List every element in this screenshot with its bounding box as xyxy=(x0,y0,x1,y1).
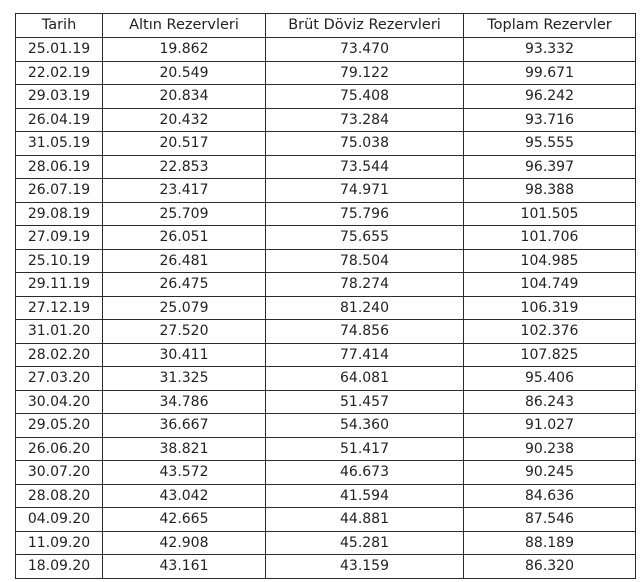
cell-gross-fx-reserves: 79.122 xyxy=(266,61,464,85)
cell-gross-fx-reserves: 73.284 xyxy=(266,108,464,132)
table-body xyxy=(16,38,636,579)
cell-gold-reserves: 26.481 xyxy=(103,249,266,273)
cell-gold-reserves: 36.667 xyxy=(103,414,266,438)
cell-total-reserves: 86.320 xyxy=(464,555,636,579)
cell-total-reserves: 96.397 xyxy=(464,155,636,179)
cell-date: 18.09.20 xyxy=(16,555,103,579)
cell-gold-reserves: 42.908 xyxy=(103,531,266,555)
table-row xyxy=(16,484,636,508)
cell-total-reserves: 107.825 xyxy=(464,343,636,367)
table-row xyxy=(16,390,636,414)
cell-gross-fx-reserves: 78.504 xyxy=(266,249,464,273)
table-row xyxy=(16,531,636,555)
table-row xyxy=(16,179,636,203)
cell-gross-fx-reserves: 74.971 xyxy=(266,179,464,203)
cell-gold-reserves: 27.520 xyxy=(103,320,266,344)
cell-date: 26.04.19 xyxy=(16,108,103,132)
cell-gold-reserves: 20.517 xyxy=(103,132,266,156)
header-total-reserves: Toplam Rezervler xyxy=(464,14,636,38)
cell-gross-fx-reserves: 51.417 xyxy=(266,437,464,461)
table-row xyxy=(16,508,636,532)
cell-total-reserves: 104.985 xyxy=(464,249,636,273)
cell-date: 04.09.20 xyxy=(16,508,103,532)
reserves-table-container xyxy=(15,13,636,579)
cell-gross-fx-reserves: 41.594 xyxy=(266,484,464,508)
cell-date: 30.04.20 xyxy=(16,390,103,414)
table-row xyxy=(16,226,636,250)
cell-gold-reserves: 22.853 xyxy=(103,155,266,179)
table-row xyxy=(16,343,636,367)
cell-gold-reserves: 38.821 xyxy=(103,437,266,461)
cell-total-reserves: 88.189 xyxy=(464,531,636,555)
cell-date: 22.02.19 xyxy=(16,61,103,85)
cell-total-reserves: 101.706 xyxy=(464,226,636,250)
table-row xyxy=(16,132,636,156)
cell-total-reserves: 93.716 xyxy=(464,108,636,132)
cell-gross-fx-reserves: 75.796 xyxy=(266,202,464,226)
cell-date: 30.07.20 xyxy=(16,461,103,485)
cell-total-reserves: 104.749 xyxy=(464,273,636,297)
table-header-row xyxy=(16,14,636,38)
cell-total-reserves: 93.332 xyxy=(464,38,636,62)
reserves-table xyxy=(15,13,636,579)
cell-date: 28.08.20 xyxy=(16,484,103,508)
cell-date: 28.02.20 xyxy=(16,343,103,367)
cell-gross-fx-reserves: 73.470 xyxy=(266,38,464,62)
cell-total-reserves: 91.027 xyxy=(464,414,636,438)
cell-date: 25.10.19 xyxy=(16,249,103,273)
cell-total-reserves: 96.242 xyxy=(464,85,636,109)
header-date: Tarih xyxy=(16,14,103,38)
cell-gross-fx-reserves: 73.544 xyxy=(266,155,464,179)
cell-gross-fx-reserves: 81.240 xyxy=(266,296,464,320)
table-row xyxy=(16,296,636,320)
cell-date: 26.07.19 xyxy=(16,179,103,203)
cell-date: 29.11.19 xyxy=(16,273,103,297)
cell-gold-reserves: 25.709 xyxy=(103,202,266,226)
cell-gross-fx-reserves: 75.655 xyxy=(266,226,464,250)
cell-gold-reserves: 43.572 xyxy=(103,461,266,485)
cell-total-reserves: 90.245 xyxy=(464,461,636,485)
cell-total-reserves: 99.671 xyxy=(464,61,636,85)
cell-total-reserves: 98.388 xyxy=(464,179,636,203)
cell-gross-fx-reserves: 45.281 xyxy=(266,531,464,555)
cell-gross-fx-reserves: 54.360 xyxy=(266,414,464,438)
cell-gross-fx-reserves: 75.408 xyxy=(266,85,464,109)
cell-gold-reserves: 19.862 xyxy=(103,38,266,62)
table-row xyxy=(16,38,636,62)
cell-date: 31.05.19 xyxy=(16,132,103,156)
cell-total-reserves: 87.546 xyxy=(464,508,636,532)
header-gold-reserves: Altın Rezervleri xyxy=(103,14,266,38)
cell-gold-reserves: 30.411 xyxy=(103,343,266,367)
cell-date: 27.03.20 xyxy=(16,367,103,391)
cell-date: 27.09.19 xyxy=(16,226,103,250)
cell-gold-reserves: 25.079 xyxy=(103,296,266,320)
cell-gold-reserves: 26.475 xyxy=(103,273,266,297)
cell-total-reserves: 106.319 xyxy=(464,296,636,320)
cell-total-reserves: 101.505 xyxy=(464,202,636,226)
cell-total-reserves: 86.243 xyxy=(464,390,636,414)
cell-gross-fx-reserves: 44.881 xyxy=(266,508,464,532)
table-row xyxy=(16,155,636,179)
cell-gross-fx-reserves: 64.081 xyxy=(266,367,464,391)
cell-date: 29.05.20 xyxy=(16,414,103,438)
cell-total-reserves: 102.376 xyxy=(464,320,636,344)
cell-gold-reserves: 20.549 xyxy=(103,61,266,85)
table-row xyxy=(16,414,636,438)
cell-date: 26.06.20 xyxy=(16,437,103,461)
cell-date: 27.12.19 xyxy=(16,296,103,320)
cell-total-reserves: 90.238 xyxy=(464,437,636,461)
header-gross-fx-reserves: Brüt Döviz Rezervleri xyxy=(266,14,464,38)
cell-gold-reserves: 34.786 xyxy=(103,390,266,414)
cell-total-reserves: 95.406 xyxy=(464,367,636,391)
cell-gross-fx-reserves: 74.856 xyxy=(266,320,464,344)
cell-gold-reserves: 26.051 xyxy=(103,226,266,250)
cell-date: 29.08.19 xyxy=(16,202,103,226)
cell-gross-fx-reserves: 77.414 xyxy=(266,343,464,367)
table-row xyxy=(16,85,636,109)
table-row xyxy=(16,273,636,297)
cell-gold-reserves: 20.432 xyxy=(103,108,266,132)
table-row xyxy=(16,555,636,579)
cell-gold-reserves: 43.042 xyxy=(103,484,266,508)
table-row xyxy=(16,320,636,344)
cell-gold-reserves: 23.417 xyxy=(103,179,266,203)
cell-date: 31.01.20 xyxy=(16,320,103,344)
table-row xyxy=(16,202,636,226)
cell-date: 29.03.19 xyxy=(16,85,103,109)
table-row xyxy=(16,367,636,391)
table-row xyxy=(16,61,636,85)
table-row xyxy=(16,108,636,132)
cell-date: 11.09.20 xyxy=(16,531,103,555)
table-row xyxy=(16,437,636,461)
cell-gross-fx-reserves: 75.038 xyxy=(266,132,464,156)
cell-date: 25.01.19 xyxy=(16,38,103,62)
cell-gold-reserves: 42.665 xyxy=(103,508,266,532)
table-row xyxy=(16,461,636,485)
cell-gross-fx-reserves: 46.673 xyxy=(266,461,464,485)
cell-gold-reserves: 43.161 xyxy=(103,555,266,579)
cell-gold-reserves: 20.834 xyxy=(103,85,266,109)
cell-date: 28.06.19 xyxy=(16,155,103,179)
cell-gold-reserves: 31.325 xyxy=(103,367,266,391)
cell-gross-fx-reserves: 43.159 xyxy=(266,555,464,579)
table-row xyxy=(16,249,636,273)
cell-total-reserves: 84.636 xyxy=(464,484,636,508)
cell-total-reserves: 95.555 xyxy=(464,132,636,156)
cell-gross-fx-reserves: 78.274 xyxy=(266,273,464,297)
cell-gross-fx-reserves: 51.457 xyxy=(266,390,464,414)
